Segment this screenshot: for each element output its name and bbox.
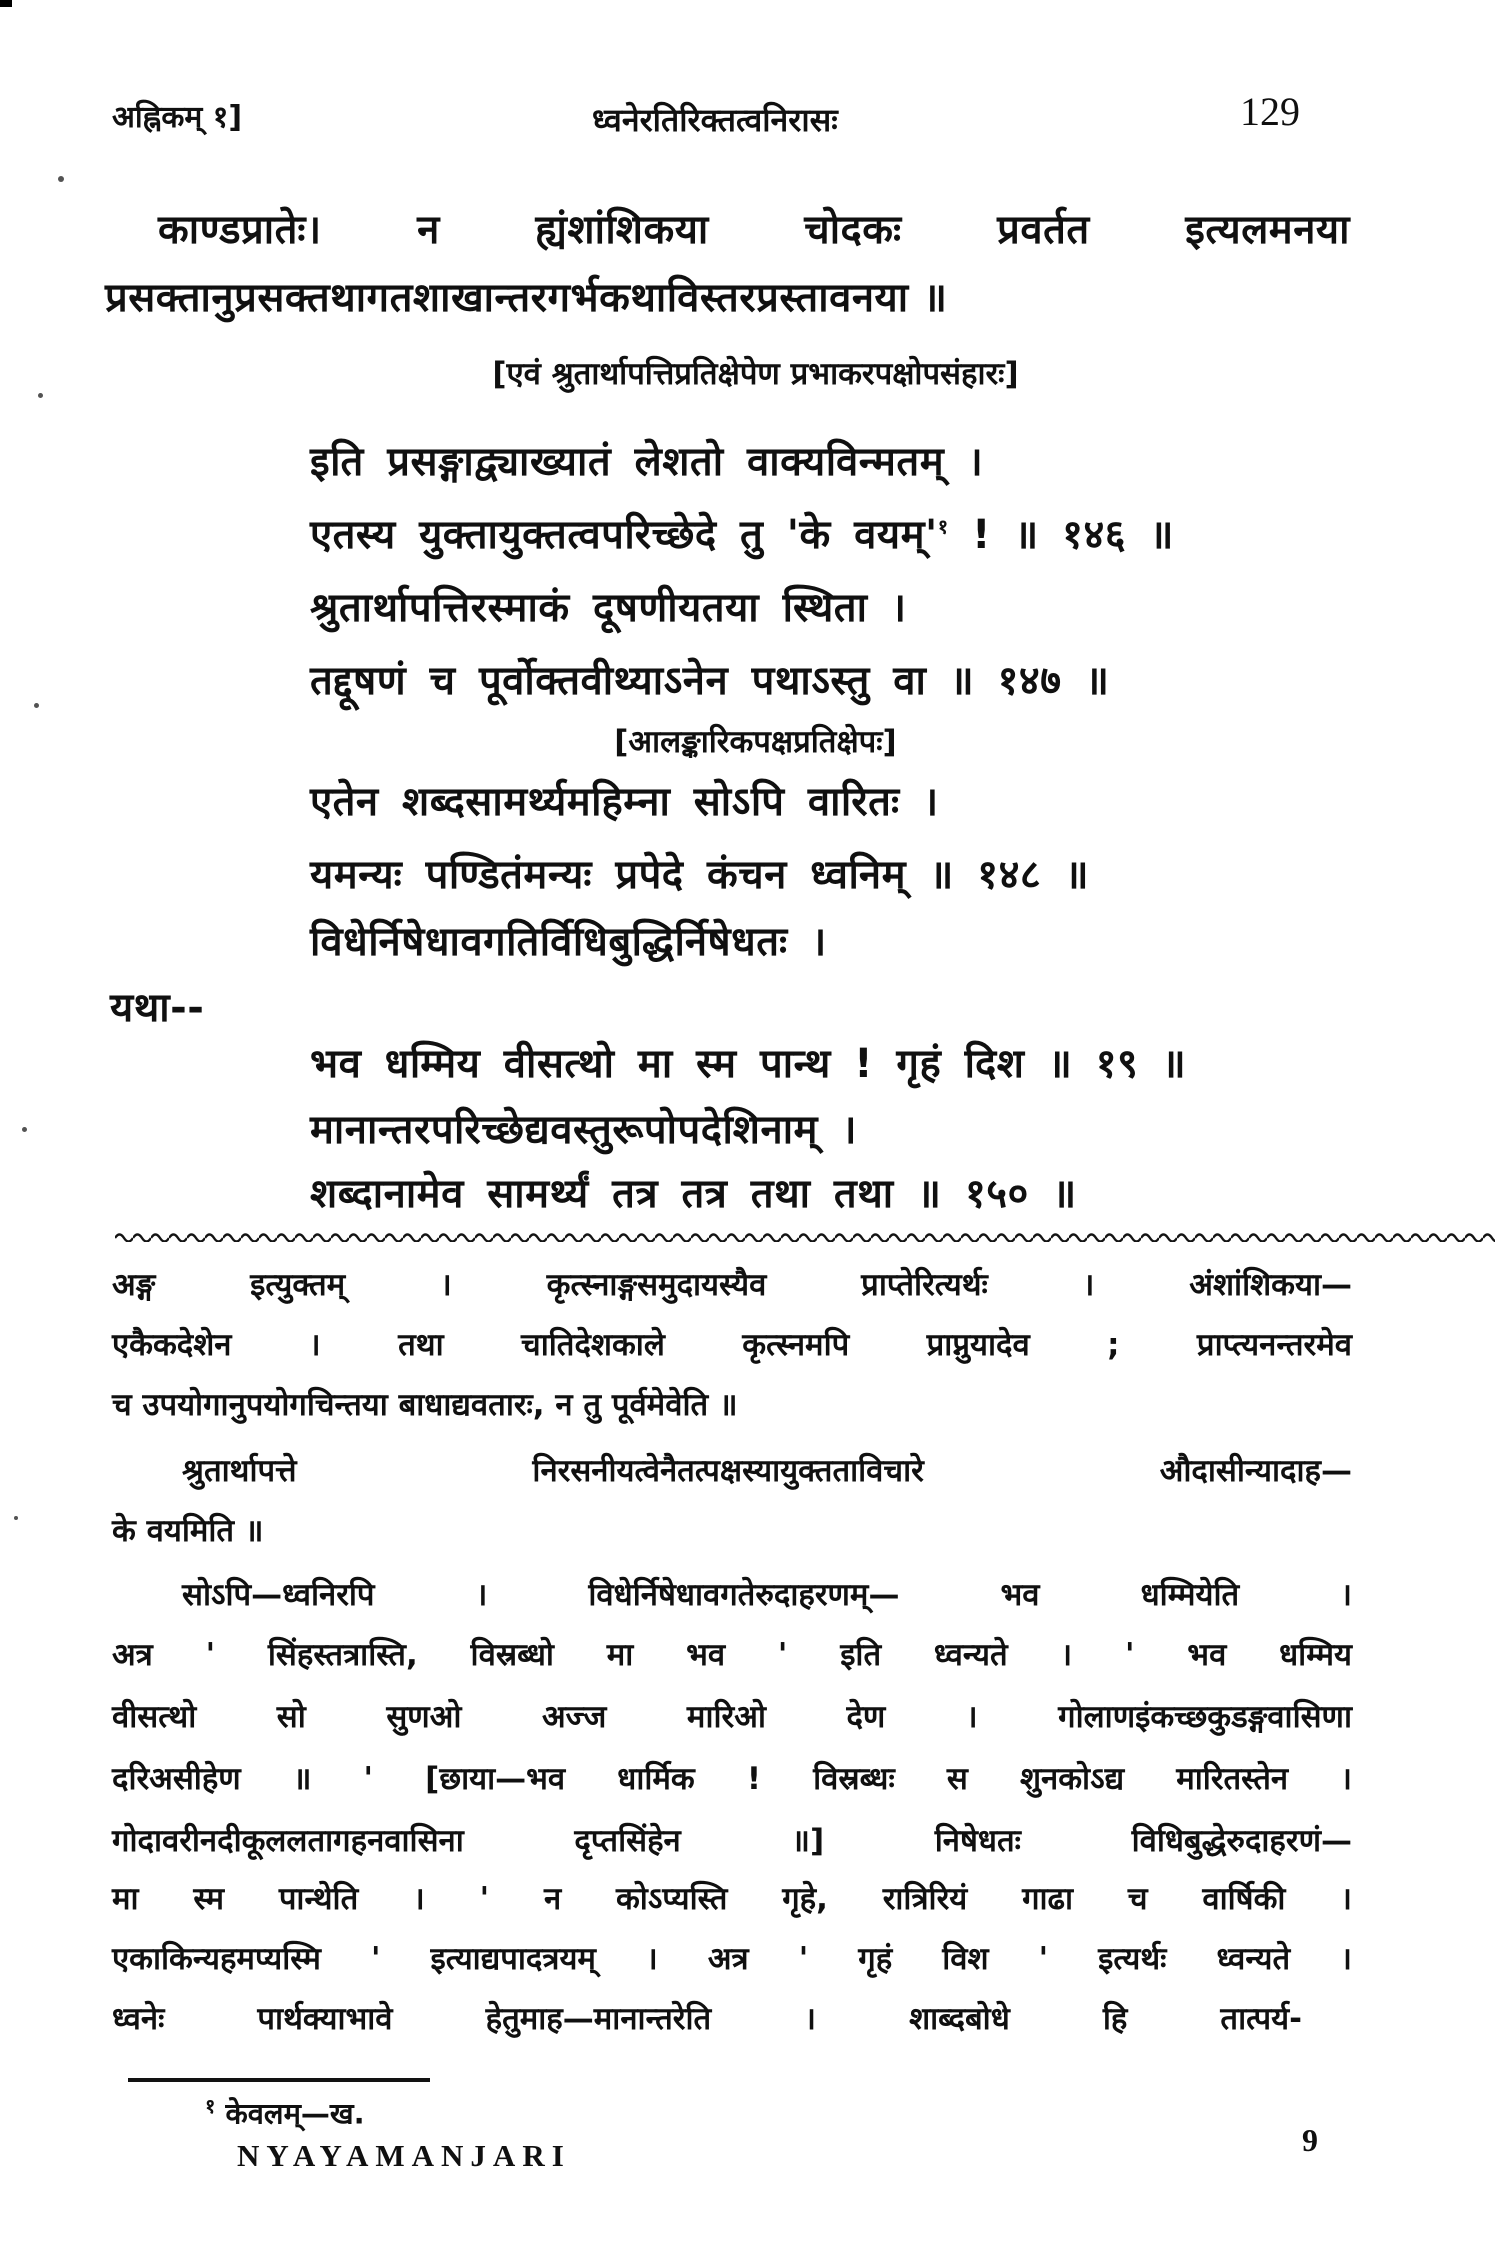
scan-speck [14, 1516, 18, 1520]
scan-speck [22, 1127, 27, 1132]
footnote-marker-ref: १ [937, 514, 949, 539]
verse-text: ! ॥ १४६ ॥ [948, 512, 1174, 558]
verse-line: विधेर्निषेधावगतिर्विधिबुद्धिर्निषेधतः । [310, 919, 827, 965]
intro-line: काण्डप्रातेः। न ह्यंशांशिकया चोदकः प्रवर्तत इत्यलमनया [158, 207, 1350, 253]
commentary-line: च उपयोगानुपयोगचिन्तया बाधाद्यवतारः, न तु पूर्वमेवेति ॥ [112, 1387, 738, 1423]
footnote [205, 2092, 365, 2133]
page-number: 129 [1240, 89, 1300, 134]
footnote-marker: १ [205, 2094, 216, 2118]
commentary-line: अत्र ' सिंहस्तत्रास्ति, विस्रब्धो मा भव ' इति ध्वन्यते । ' भव धम्मिय [112, 1637, 1352, 1673]
verse-line: इति प्रसङ्गाद्व्याख्यातं लेशतो वाक्यविन्मतम् । [310, 439, 984, 485]
commentary-line: वीसत्थो सो सुणओ अज्ज मारिओ देण । गोलाणइंकच्छकुडङ्गवासिणा [112, 1699, 1352, 1735]
verse-line: एतेन शब्दसामर्थ्यमहिम्ना सोऽपि वारितः । [310, 779, 939, 825]
running-header-title: ध्वनेरतिरिक्तत्वनिरासः [592, 101, 838, 139]
verse-line [310, 505, 1174, 560]
scan-speck [34, 703, 39, 708]
scan-speck [58, 176, 64, 182]
verse-line: तद्दूषणं च पूर्वोक्तवीथ्याऽनेन पथाऽस्तु वा ॥ १४७ ॥ [310, 658, 1110, 704]
commentary-line: गोदावरीनदीकूललतागहनवासिना दृप्तसिंहेन ॥] निषेधतः विधिबुद्धेरुदाहरणं— [112, 1823, 1352, 1859]
verse-line: मानान्तरपरिच्छेद्यवस्तुरूपोपदेशिनाम् । [310, 1107, 858, 1153]
commentary-line: दरिअसीहेण ॥ ' [छाया—भव धार्मिक ! विस्रब्धः स शुनकोऽद्य मारितस्तेन । [112, 1761, 1352, 1797]
book-title: NYAYAMANJARI [237, 2138, 571, 2173]
commentary-line: मा स्म पान्थेति । ' न कोऽप्यस्ति गृहे, रात्रिरियं गाढा च वार्षिकी । [112, 1881, 1352, 1917]
verse-line: भव धम्मिय वीसत्थो मा स्म पान्थ ! गृहं दिश ॥ १९ ॥ [310, 1041, 1187, 1087]
section-heading: [आलङ्कारिकपक्षप्रतिक्षेपः] [614, 724, 897, 760]
verse-text: एतस्य युक्तायुक्तत्वपरिच्छेदे तु 'के वयम्' [310, 512, 938, 558]
scan-edge-mark [0, 0, 12, 7]
section-divider-wave [115, 1228, 1495, 1242]
commentary-line: के वयमिति ॥ [112, 1513, 264, 1549]
footnote-text: केवलम्—ख. [225, 2096, 365, 2131]
commentary-line: अङ्ग इत्युक्तम् । कृत्स्नाङ्गसमुदायस्यैव प्राप्तेरित्यर्थः । अंशांशिकया— [112, 1267, 1352, 1303]
footnote-rule [128, 2078, 430, 2082]
intro-line: प्रसक्तानुप्रसक्तथागतशाखान्तरगर्भकथाविस्तरप्रस्तावनया ॥ [105, 275, 948, 321]
verse-line: शब्दानामेव सामर्थ्यं तत्र तत्र तथा तथा ॥ १५० ॥ [310, 1171, 1077, 1217]
commentary-line: एकैकदेशेन । तथा चातिदेशकाले कृत्स्नमपि प्राप्नुयादेव ; प्राप्त्यनन्तरमेव [112, 1327, 1352, 1363]
section-heading: [एवं श्रुतार्थापत्तिप्रतिक्षेपेण प्रभाकरपक्षोपसंहारः] [492, 356, 1019, 392]
commentary-line: ध्वनेः पार्थक्याभावे हेतुमाह—मानान्तरेति । शाब्दबोधे हि तात्पर्य- [112, 2001, 1302, 2037]
commentary-line: श्रुतार्थापत्ते निरसनीयत्वेनैतत्पक्षस्यायुक्तताविचारे औदासीन्यादाह— [182, 1453, 1352, 1489]
yatha-label: यथा-- [110, 985, 205, 1031]
commentary-line: एकाकिन्यहमप्यस्मि ' इत्याद्यपादत्रयम् । अत्र ' गृहं विश ' इत्यर्थः ध्वन्यते । [112, 1941, 1352, 1977]
verse-line: श्रुतार्थापत्तिरस्माकं दूषणीयतया स्थिता । [310, 585, 907, 631]
commentary-line: सोऽपि—ध्वनिरपि । विधेर्निषेधावगतेरुदाहरणम्— भव धम्मियेति । [182, 1577, 1352, 1613]
verse-line: यमन्यः पण्डितंमन्यः प्रपेदे कंचन ध्वनिम् ॥ १४८ ॥ [310, 852, 1090, 898]
signature-mark: 9 [1302, 2122, 1318, 2158]
running-header-left: अह्निकम् १] [112, 100, 243, 135]
